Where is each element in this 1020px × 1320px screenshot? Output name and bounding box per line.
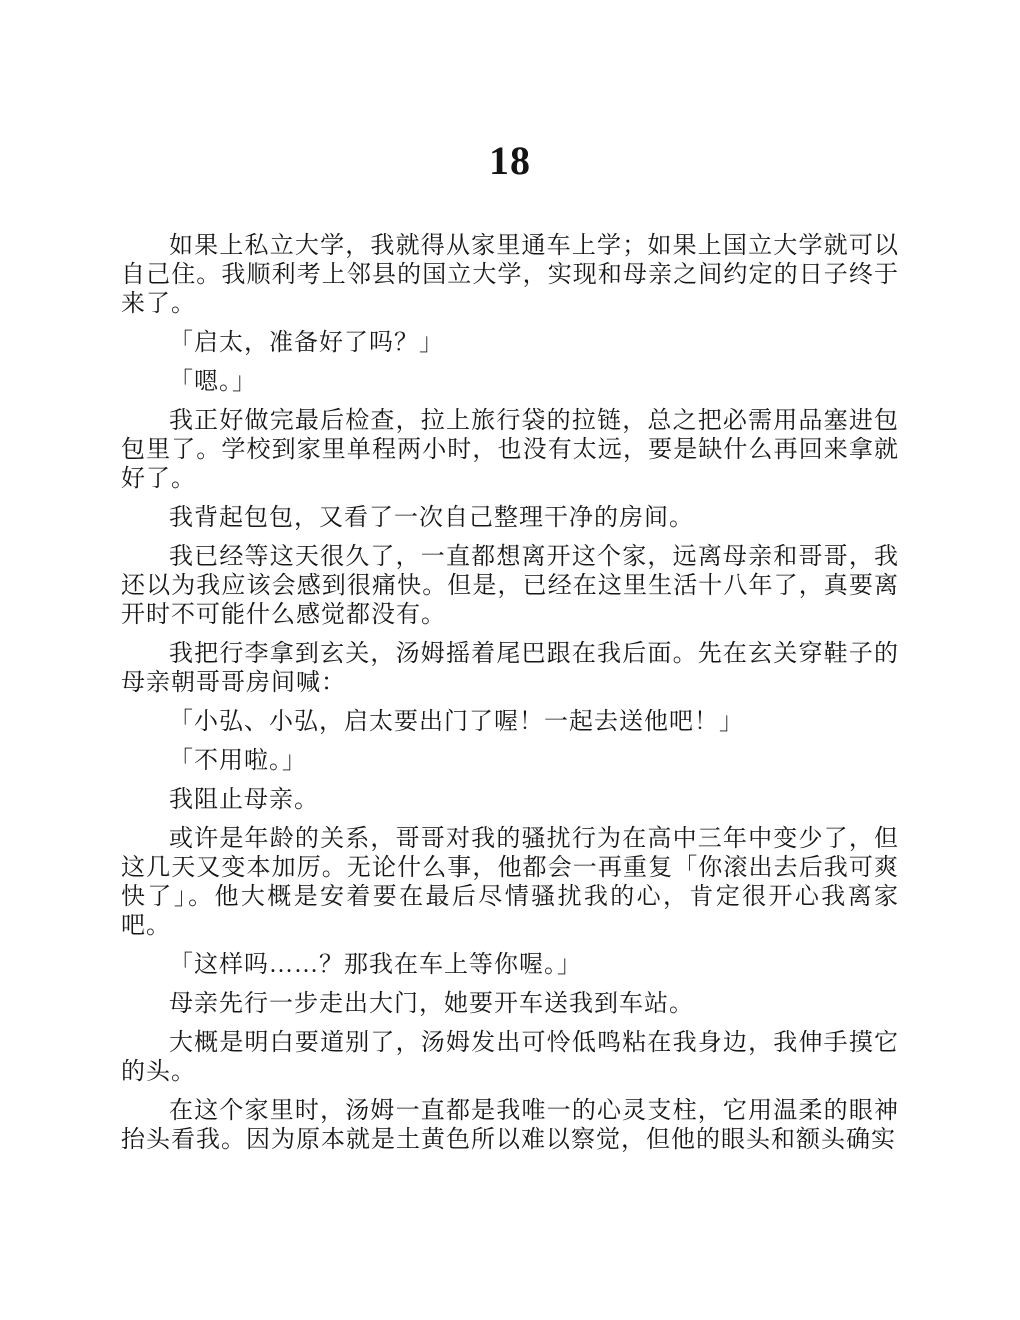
chapter-number: 18 — [489, 138, 531, 183]
paragraph-dialogue: 「不用啦。」 — [169, 748, 307, 774]
paragraph-dialogue: 「这样吗……？那我在车上等你喔。」 — [169, 952, 582, 978]
paragraph-dialogue: 「启太，准备好了吗？」 — [169, 330, 444, 356]
paragraph-dialogue: 「小弘、小弘，启太要出门了喔！一起去送他吧！」 — [169, 709, 744, 735]
paragraph: 或许是年龄的关系，哥哥对我的骚扰行为在高中三年中变少了，但这几天又变本加厉。无论什么事，他都会一再重复「你滚出去后我可爽快了」。他大概是安着要在最后尽情骚扰我的心，肯定很开心我离家吧。 — [121, 826, 899, 939]
paragraph: 母亲先行一步走出大门，她要开车送我到车站。 — [169, 991, 694, 1017]
paragraph-dialogue: 「嗯。」 — [169, 369, 257, 395]
paragraph: 在这个家里时，汤姆一直都是我唯一的心灵支柱，它用温柔的眼神抬头看我。因为原本就是土黄色所以难以察觉，但他的眼头和额头确实 — [121, 1098, 899, 1153]
paragraph: 大概是明白要道别了，汤姆发出可怜低鸣粘在我身边，我伸手摸它的头。 — [121, 1030, 899, 1085]
chapter-content — [121, 232, 899, 1155]
paragraph: 如果上私立大学，我就得从家里通车上学；如果上国立大学就可以自己住。我顺利考上邻县的国立大学，实现和母亲之间约定的日子终于来了。 — [121, 233, 899, 317]
paragraph: 我背起包包，又看了一次自己整理干净的房间。 — [169, 505, 694, 531]
paragraph: 我已经等这天很久了，一直都想离开这个家，远离母亲和哥哥，我还以为我应该会感到很痛快。但是，已经在这里生活十八年了，真要离开时不可能什么感觉都没有。 — [121, 544, 899, 628]
paragraph: 我正好做完最后检查，拉上旅行袋的拉链，总之把必需用品塞进包包里了。学校到家里单程两小时，也没有太远，要是缺什么再回来拿就好了。 — [121, 408, 899, 492]
paragraph: 我把行李拿到玄关，汤姆摇着尾巴跟在我后面。先在玄关穿鞋子的母亲朝哥哥房间喊： — [121, 641, 899, 696]
paragraph: 我阻止母亲。 — [169, 787, 319, 813]
